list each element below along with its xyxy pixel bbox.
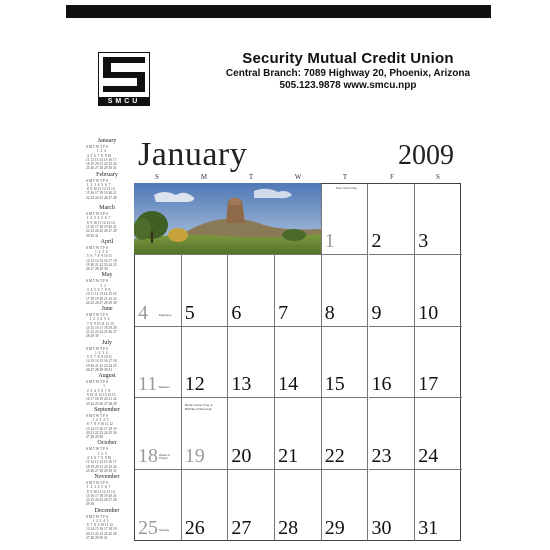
day-cell bbox=[369, 255, 416, 326]
mini-month bbox=[86, 205, 128, 239]
logo-text: SMCU bbox=[98, 97, 150, 106]
org-contact: 505.123.9878 www.smcu.npp bbox=[279, 80, 417, 91]
mini-month-days: S M T W T F S 1 2 3 4 5 6 7 8 9 10 11 12 13 14 15 16 17 18 19 20 21 22 23 24 25 26 27 28 29 30 31 bbox=[86, 212, 117, 238]
holiday-note: Martin Luther King Jr. Birthday (Observed) bbox=[184, 403, 214, 411]
day-number: 31 bbox=[418, 516, 439, 539]
day-number: 17 bbox=[418, 373, 439, 396]
logo-mark bbox=[98, 52, 150, 98]
mini-month-title: September bbox=[94, 406, 120, 413]
year-title: 2009 bbox=[398, 140, 454, 171]
day-number: 1 bbox=[324, 230, 335, 253]
day-cell bbox=[182, 327, 229, 398]
mini-month-title: May bbox=[101, 272, 113, 279]
mini-months-strip bbox=[86, 138, 128, 542]
day-number: 5 bbox=[184, 301, 195, 324]
day-number: 14 bbox=[278, 373, 299, 396]
day-cell bbox=[135, 398, 182, 469]
mini-month-title: February bbox=[96, 171, 118, 178]
day-number: 3 bbox=[418, 230, 429, 253]
day-number: 9 bbox=[371, 301, 382, 324]
mini-month bbox=[86, 340, 128, 374]
mini-month bbox=[86, 440, 128, 474]
mini-month bbox=[86, 373, 128, 407]
day-cell bbox=[322, 327, 369, 398]
day-cell bbox=[369, 184, 416, 255]
mini-month-days: S M T W T F S 1 2 3 4 5 6 7 8 9 10 11 12 13 14 15 16 17 18 19 20 21 22 23 24 25 26 27 28 29 30 bbox=[86, 481, 117, 507]
mini-month-days: S M T W T F S 1 2 3 4 5 6 7 8 9 10 11 12 13 14 15 16 17 18 19 20 21 22 23 24 25 26 27 28 29 30 31 bbox=[86, 346, 117, 373]
day-number: 25 bbox=[138, 516, 158, 539]
day-cell bbox=[228, 255, 275, 326]
day-number: 8 bbox=[324, 301, 335, 324]
day-cell bbox=[322, 470, 369, 541]
mini-month-days: S M T W T F S 1 2 3 4 5 6 7 8 9 10 11 12 13 14 15 16 17 18 19 20 21 22 23 24 25 26 27 28 29 30 31 bbox=[86, 514, 117, 541]
day-number: 19 bbox=[184, 444, 205, 467]
day-cell bbox=[228, 398, 275, 469]
day-number: 16 bbox=[371, 373, 392, 396]
day-cell bbox=[415, 255, 462, 326]
day-number: 30 bbox=[371, 516, 392, 539]
day-cell bbox=[228, 327, 275, 398]
mini-month-days: S M T W T F S 1 2 3 4 5 6 7 8 9 10 11 12 13 14 15 16 17 18 19 20 21 22 23 24 25 26 27 28 29 30 bbox=[86, 279, 117, 305]
day-number: 28 bbox=[278, 516, 299, 539]
day-cell bbox=[415, 398, 462, 469]
day-number: 21 bbox=[278, 444, 299, 467]
day-cell bbox=[135, 255, 182, 326]
day-number: 24 bbox=[418, 444, 439, 467]
mini-month-days: S M T W T F S 1 2 3 4 5 6 7 8 9 10 11 12 13 14 15 16 17 18 19 20 21 22 23 24 25 26 27 28 bbox=[86, 178, 117, 200]
day-number: 22 bbox=[324, 444, 345, 467]
day-cell bbox=[182, 255, 229, 326]
day-number: 4 bbox=[138, 301, 148, 324]
day-number: 15 bbox=[324, 373, 345, 396]
weekday-sat: S bbox=[436, 173, 440, 181]
day-number: 10 bbox=[418, 301, 439, 324]
day-number: 2 bbox=[371, 230, 382, 253]
day-number: 27 bbox=[231, 516, 252, 539]
binding-bar bbox=[66, 5, 491, 18]
day-number: 18 bbox=[138, 444, 158, 467]
mini-month-title: October bbox=[97, 440, 117, 447]
mini-month bbox=[86, 306, 128, 340]
day-number: 20 bbox=[231, 444, 252, 467]
day-number: 6 bbox=[231, 301, 242, 324]
day-number: 12 bbox=[184, 373, 205, 396]
weekday-tue: T bbox=[248, 173, 254, 181]
day-cell bbox=[228, 470, 275, 541]
mini-month bbox=[86, 172, 128, 206]
holiday-note: Epiphany bbox=[159, 313, 172, 318]
mini-month-title: December bbox=[94, 507, 120, 514]
day-cell bbox=[275, 255, 322, 326]
mini-month bbox=[86, 272, 128, 306]
mini-month-title: August bbox=[98, 373, 116, 380]
mini-month-days: S M T W T F S 1 2 3 4 5 6 7 8 9 10 11 12 13 14 15 16 17 18 19 20 21 22 23 24 25 26 27 28 29 30 bbox=[86, 413, 117, 440]
day-cell bbox=[275, 327, 322, 398]
day-number: 7 bbox=[278, 301, 289, 324]
mini-month-title: April bbox=[100, 238, 114, 245]
mini-month-title: January bbox=[97, 138, 117, 144]
landscape-photo bbox=[134, 183, 321, 254]
mini-month bbox=[86, 138, 128, 172]
weekday-mon: M bbox=[200, 173, 208, 181]
mini-month-days: S M T W T F S 1 2 3 4 5 6 7 8 9 10 11 12 13 14 15 16 17 18 19 20 21 22 23 24 25 26 27 28 29 bbox=[86, 380, 117, 406]
mini-month bbox=[86, 474, 128, 508]
day-cell bbox=[415, 184, 462, 255]
mini-month bbox=[86, 239, 128, 273]
mini-month-title: July bbox=[101, 339, 112, 346]
weekday-fri: F bbox=[390, 173, 394, 181]
mini-month-title: November bbox=[94, 474, 120, 480]
mini-month-title: June bbox=[101, 306, 113, 312]
holiday-note: Week of Prayer bbox=[159, 452, 170, 461]
day-number: 23 bbox=[371, 444, 392, 467]
smcu-logo bbox=[98, 52, 150, 108]
holiday-note: New Year's Day bbox=[335, 186, 357, 190]
mini-month-days: S M T W T F S 1 2 3 4 5 6 7 8 9 10 11 12 13 14 15 16 17 18 19 20 21 22 23 24 25 26 27 28 29 30 bbox=[86, 245, 117, 272]
day-cell bbox=[275, 470, 322, 541]
day-cell bbox=[369, 470, 416, 541]
weekday-thu: T bbox=[342, 173, 348, 181]
month-title: January bbox=[138, 136, 248, 173]
day-cell bbox=[275, 398, 322, 469]
day-cell bbox=[322, 398, 369, 469]
day-cell bbox=[182, 398, 229, 469]
weekday-wed: W bbox=[294, 173, 302, 181]
day-number: 13 bbox=[231, 373, 252, 396]
day-cell bbox=[415, 327, 462, 398]
day-cell bbox=[369, 327, 416, 398]
org-header bbox=[208, 50, 488, 91]
holiday-note: Sunday bbox=[159, 528, 170, 533]
day-number: 26 bbox=[184, 516, 205, 539]
day-cell bbox=[322, 184, 369, 255]
day-cell bbox=[182, 470, 229, 541]
holiday-note: Baptism bbox=[159, 384, 170, 389]
mini-month bbox=[86, 407, 128, 441]
org-address: Central Branch: 7089 Highway 20, Phoenix, Arizona bbox=[225, 68, 471, 79]
mini-month-title: March bbox=[99, 205, 115, 212]
day-number: 29 bbox=[324, 516, 345, 539]
mini-month-days: S M T W T F S 1 2 3 4 5 6 7 8 9 10 11 12 13 14 15 16 17 18 19 20 21 22 23 24 25 26 27 28 29 30 31 bbox=[86, 447, 117, 473]
weekday-sun: S bbox=[155, 173, 159, 181]
day-number: 11 bbox=[138, 373, 158, 396]
day-cell bbox=[415, 470, 462, 541]
day-cell bbox=[322, 255, 369, 326]
day-cell bbox=[135, 327, 182, 398]
mini-month bbox=[86, 508, 128, 542]
day-cell bbox=[135, 470, 182, 541]
mini-month-days: S M T W T F S 1 2 3 4 5 6 7 8 9 10 11 12 13 14 15 16 17 18 19 20 21 22 23 24 25 26 27 28 29 30 31 bbox=[86, 145, 117, 171]
day-cell bbox=[369, 398, 416, 469]
mini-month-days: S M T W T F S 1 2 3 4 5 6 7 8 9 10 11 12 13 14 15 16 17 18 19 20 21 22 23 24 25 26 27 28 29 30 bbox=[86, 313, 117, 339]
org-name: Security Mutual Credit Union bbox=[242, 50, 454, 67]
